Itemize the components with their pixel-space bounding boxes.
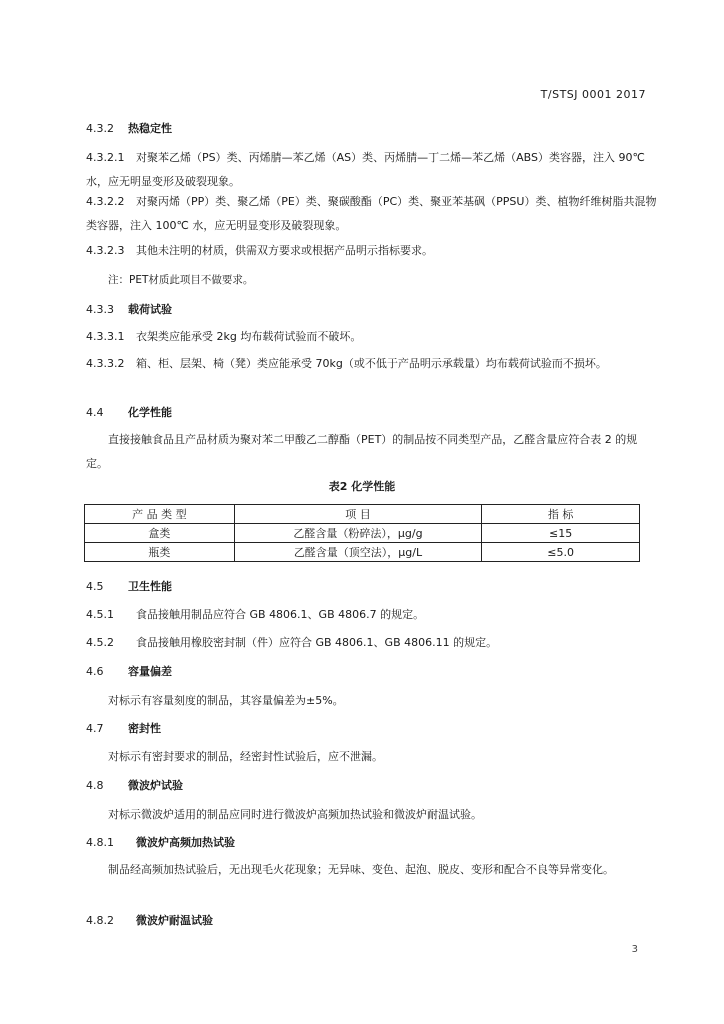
table-cell: ≤15 [482, 524, 640, 543]
section-heading-4-3-3: 4.3.3 载荷试验 [86, 303, 172, 316]
page-number: 3 [631, 944, 638, 955]
header-item: 项 目 [234, 505, 482, 524]
paragraph-4-6: 对标示有容量刻度的制品，其容量偏差为±5%。 [108, 694, 344, 707]
clause-4-5-2: 4.5.2 食品接触用橡胶密封制（件）应符合 GB 4806.1、GB 4806.11 的规定。 [86, 636, 498, 649]
paragraph-4-8-1: 制品经高频加热试验后，无出现毛火花现象；无异味、变色、起泡、脱皮、变形和配合不良等异常变化。 [108, 863, 614, 876]
section-heading-4-8-2: 4.8.2 微波炉耐温试验 [86, 914, 213, 927]
clause-4-5-1: 4.5.1 食品接触用制品应符合 GB 4806.1、GB 4806.7 的规定。 [86, 608, 425, 621]
table-caption: 表2 化学性能 [328, 480, 396, 493]
header-indicator: 指 标 [482, 505, 640, 524]
table-header-row [85, 505, 640, 524]
note: 注：PET材质此项目不做要求。 [108, 274, 254, 286]
clause-4-3-3-1: 4.3.3.1 衣架类应能承受 2kg 均布载荷试验而不破坏。 [86, 330, 362, 343]
paragraph-4-4: 直接接触食品且产品材质为聚对苯二甲酸乙二醇酯（PET）的制品按不同类型产品，乙醛含量应符合表 2 的规定。 [86, 433, 638, 470]
section-heading-4-3-2: 4.3.2 热稳定性 [86, 122, 172, 135]
section-heading-4-5: 4.5 卫生性能 [86, 580, 172, 593]
table-row [85, 543, 640, 562]
paragraph-4-8: 对标示微波炉适用的制品应同时进行微波炉高频加热试验和微波炉耐温试验。 [108, 808, 482, 821]
section-heading-4-8: 4.8 微波炉试验 [86, 779, 183, 792]
clause-4-3-2-1: 4.3.2.1 对聚苯乙烯（PS）类、丙烯腈—苯乙烯（AS）类、丙烯腈—丁二烯—苯乙烯（ABS）类容器，注入 90℃ 水，应无明显变形及破裂现象。 [86, 151, 645, 188]
section-heading-4-4: 4.4 化学性能 [86, 406, 172, 419]
clause-4-3-3-2: 4.3.3.2 箱、柜、层架、椅（凳）类应能承受 70kg（或不低于产品明示承载量）均布载荷试验而不损坏。 [86, 357, 607, 370]
table-cell: 瓶类 [85, 543, 235, 562]
table-cell: 乙醛含量（顶空法），μg/L [234, 543, 482, 562]
clause-4-3-2-3: 4.3.2.3 其他未注明的材质，供需双方要求或根据产品明示指标要求。 [86, 244, 433, 257]
table-row [85, 524, 640, 543]
section-heading-4-7: 4.7 密封性 [86, 722, 161, 735]
table-cell: ≤5.0 [482, 543, 640, 562]
header-product-type: 产 品 类 型 [85, 505, 235, 524]
chemical-properties-table [84, 504, 640, 562]
document-id: T/STSJ 0001 2017 [540, 88, 646, 101]
section-heading-4-8-1: 4.8.1 微波炉高频加热试验 [86, 836, 235, 849]
table-cell: 盒类 [85, 524, 235, 543]
paragraph-4-7: 对标示有密封要求的制品，经密封性试验后，应不泄漏。 [108, 750, 383, 763]
clause-4-3-2-2: 4.3.2.2 对聚丙烯（PP）类、聚乙烯（PE）类、聚碳酸酯（PC）类、聚亚苯基砜（PPSU）类、植物纤维树脂共混物类容器，注入 100℃ 水，应无明显变形及破裂现象。 [86, 195, 657, 232]
table-cell: 乙醛含量（粉碎法），μg/g [234, 524, 482, 543]
section-heading-4-6: 4.6 容量偏差 [86, 665, 172, 678]
